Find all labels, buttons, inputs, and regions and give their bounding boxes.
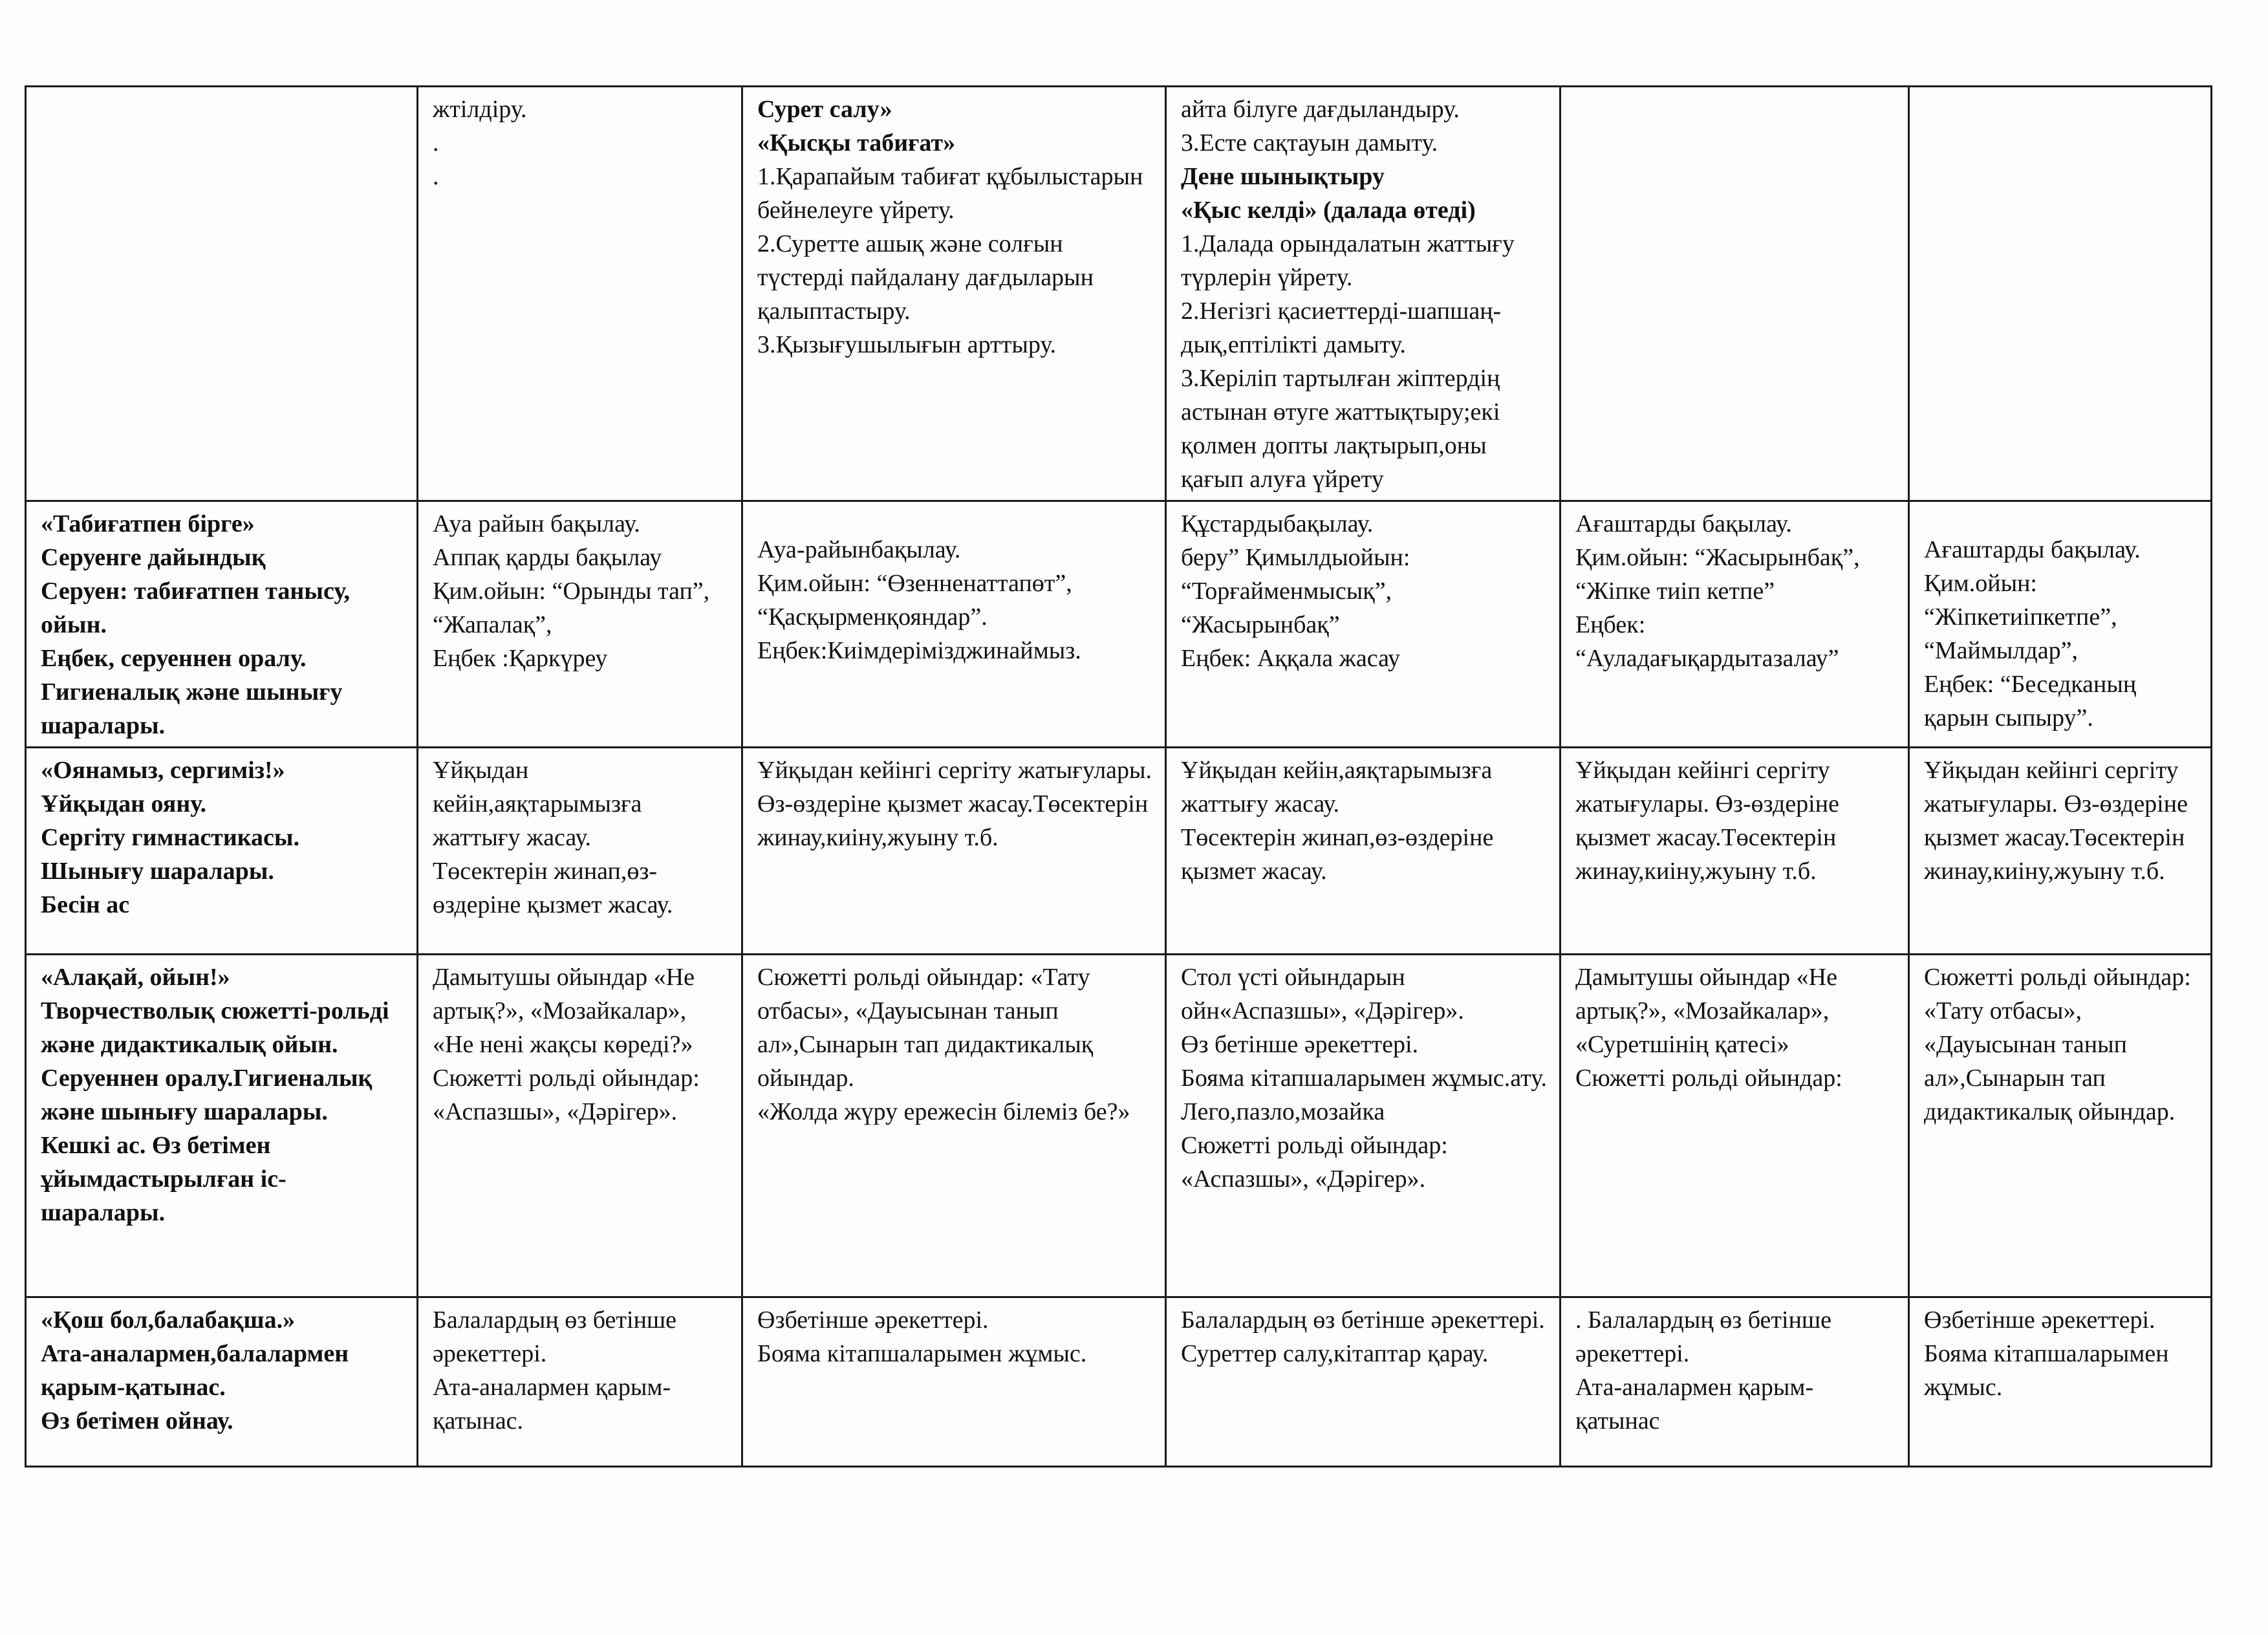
section-line: «Оянамыз, сергиміз!» xyxy=(41,757,285,784)
cell-line: Ұйқыдан кейінгі сергіту жатығулары. Өз-өздеріне қызмет жасау.Төсектерін жинау,киіну,жуыну т.б. xyxy=(1575,757,1839,885)
cell-line: Суреттер салу,кітаптар қарау. xyxy=(1181,1340,1489,1367)
section-line: Еңбек, серуеннен оралу. xyxy=(41,645,307,672)
cell-line: Сюжетті рольді ойындар: xyxy=(1575,1065,1842,1092)
section-line: Серуеннен оралу.Гигиеналық және шынығу шаралары. xyxy=(41,1065,373,1125)
cell-line: Стол үсті ойындарын ойн«Аспазшы», «Дәрігер». xyxy=(1181,964,1464,1024)
section-line: Бесін ас xyxy=(41,891,130,918)
cell-line: Еңбек: “Ауладағықардытазалау” xyxy=(1575,611,1839,672)
table-row xyxy=(26,748,2212,955)
cell-line: Ұйқыдан кейінгі сергіту жатығулары. Өз-өздеріне қызмет жасау.Төсектерін жинау,киіну,жуыну т.б. xyxy=(757,757,1152,851)
cell-line: Сюжетті рольді ойындар: «Тату отбасы», «Дауысынан танып ал»,Сынарын тап дидактикалық ойындар. xyxy=(757,964,1094,1092)
section-line: Кешкі ас. Өз бетімен ұйымдастырылған іс-шаралары. xyxy=(41,1132,286,1226)
cell-line: 3.Керіліп тартылған жіптердің астынан өтуге жаттықтыру;екі қолмен допты лақтырып,оны қағып алуға үйрету xyxy=(1181,365,1500,493)
schedule-cell xyxy=(418,748,742,955)
schedule-cell xyxy=(742,501,1166,748)
activity-topic: «Қысқы табиғат» xyxy=(757,129,956,157)
cell-line: Ауа-райынбақылау. xyxy=(757,536,961,563)
table-row xyxy=(26,501,2212,748)
cell-line: Ұйқыдан кейінгі сергіту жатығулары. Өз-өздеріне қызмет жасау.Төсектерін жинау,киіну,жуыну т.б. xyxy=(1924,757,2188,885)
section-cell xyxy=(26,501,418,748)
cell-line: Төсектерін жинап,өз-өздеріне қызмет жасау. xyxy=(433,858,673,918)
schedule-cell xyxy=(418,87,742,501)
section-line: «Қош бол,балабақша.» xyxy=(41,1306,296,1334)
cell-line: 3.Есте сақтауын дамыту. xyxy=(1181,129,1438,157)
cell-line: Еңбек :Қаркүреу xyxy=(433,645,608,672)
cell-line: Дамытушы ойындар «Не артық?», «Мозайкалар», «Суретшінің қатесі» xyxy=(1575,964,1837,1058)
schedule-cell xyxy=(742,1297,1166,1467)
schedule-cell xyxy=(742,955,1166,1297)
cell-line: Сюжетті рольді ойындар: «Аспазшы», «Дәрігер». xyxy=(1181,1132,1448,1193)
schedule-cell xyxy=(1909,87,2212,501)
schedule-cell xyxy=(1561,1297,1909,1467)
table-row xyxy=(26,1297,2212,1467)
section-line: Творчестволық сюжетті-рольді және дидактикалық ойын. xyxy=(41,997,389,1058)
cell-line: айта білуге дағдыландыру. xyxy=(1181,96,1460,123)
schedule-cell xyxy=(1166,87,1561,501)
cell-line: Ұйқыдан кейін,аяқтарымызға жаттығу жасау. xyxy=(433,757,642,851)
cell-line: Бояма кітапшаларымен жұмыс. xyxy=(757,1340,1087,1367)
section-line: Өз бетімен ойнау. xyxy=(41,1407,233,1435)
cell-line: 1.Далада орындалатын жаттығу түрлерін үйрету. xyxy=(1181,230,1515,291)
section-cell xyxy=(26,87,418,501)
cell-line: Дамытушы ойындар «Не артық?», «Мозайкалар», «Не нені жақсы көреді?» xyxy=(433,964,695,1058)
schedule-cell xyxy=(1166,955,1561,1297)
cell-line: . xyxy=(433,163,439,190)
schedule-cell xyxy=(418,955,742,1297)
cell-line: 1.Қарапайым табиғат құбылыстарын бейнелеуге үйрету. xyxy=(757,163,1143,224)
activity-title: Сурет салу» xyxy=(757,96,892,123)
cell-line: Лего,пазло,мозайка xyxy=(1181,1098,1385,1125)
section-line: Сергіту гимнастикасы. xyxy=(41,824,300,851)
cell-line: Өзбетінше әрекеттері. xyxy=(757,1306,989,1334)
cell-line: 3.Қызығушылығын арттыру. xyxy=(757,331,1057,358)
section-line: Шынығу шаралары. xyxy=(41,858,274,885)
cell-line: Бояма кітапшаларымен жұмыс.ату. xyxy=(1181,1065,1547,1092)
activity-topic: «Қыс келді» (далада өтеді) xyxy=(1181,197,1476,224)
schedule-cell xyxy=(1909,1297,2212,1467)
cell-line: 2.Суретте ашық және солғын түстерді пайдалану дағдыларын қалыптастыру. xyxy=(757,230,1094,325)
section-line: Ата-аналармен,балалармен қарым-қатынас. xyxy=(41,1340,349,1401)
cell-line: 2.Негізгі қасиеттерді-шапшаң-дық,ептілікті дамыту. xyxy=(1181,298,1502,358)
section-line: Ұйқыдан ояну. xyxy=(41,790,206,817)
schedule-cell xyxy=(1909,955,2212,1297)
activity-title: Дене шынықтыру xyxy=(1181,163,1385,190)
cell-line: Сюжетті рольді ойындар: «Тату отбасы», «Дауысынан танып ал»,Сынарын тап дидактикалық ойындар. xyxy=(1924,964,2191,1125)
cell-line: Ата-аналармен қарым-қатынас. xyxy=(433,1374,671,1435)
schedule-cell xyxy=(1561,748,1909,955)
cell-line: Еңбек: Аққала жасау xyxy=(1181,645,1401,672)
cell-line: Еңбек: “Беседканың қарын сыпыру”. xyxy=(1924,671,2137,731)
cell-line: жтілдіру. xyxy=(433,96,527,123)
cell-line: Өзбетінше әрекеттері. xyxy=(1924,1306,2155,1334)
section-cell xyxy=(26,1297,418,1467)
cell-line: Қим.ойын: “Жіпкетиіпкетпе”, “Маймылдар”, xyxy=(1924,570,2117,664)
section-line: «Алақай, ойын!» xyxy=(41,964,230,991)
table-row xyxy=(26,955,2212,1297)
section-line: Серуен: табиғатпен танысу, ойын. xyxy=(41,578,351,638)
cell-line: Қим.ойын: “Орынды тап”, “Жапалақ”, xyxy=(433,578,710,638)
table-row xyxy=(26,87,2212,501)
schedule-cell xyxy=(1909,748,2212,955)
cell-line: Құстардыбақылау. xyxy=(1181,510,1374,537)
cell-line: Қим.ойын: “Жасырынбақ”, “Жіпке тиіп кетпе” xyxy=(1575,544,1860,605)
cell-line: Өз бетінше әрекеттері. xyxy=(1181,1031,1419,1058)
schedule-cell xyxy=(418,501,742,748)
schedule-cell xyxy=(1561,501,1909,748)
cell-line: «Жолда жүру ережесін білеміз бе?» xyxy=(757,1098,1130,1125)
schedule-cell xyxy=(418,1297,742,1467)
cell-line: Еңбек:Киімдерімізджинаймыз. xyxy=(757,637,1081,664)
section-cell xyxy=(26,955,418,1297)
cell-line: Балалардың өз бетінше әрекеттері. xyxy=(433,1306,677,1367)
cell-line: Сюжетті рольді ойындар: «Аспазшы», «Дәрігер». xyxy=(433,1065,700,1125)
cell-line: . xyxy=(433,129,439,157)
schedule-cell xyxy=(742,87,1166,501)
cell-line: Аппақ қарды бақылау xyxy=(433,544,662,571)
section-cell xyxy=(26,748,418,955)
schedule-cell xyxy=(1166,748,1561,955)
section-line: Гигиеналық және шынығу шаралары. xyxy=(41,678,343,739)
cell-line: Ауа райын бақылау. xyxy=(433,510,640,537)
cell-line: Ата-аналармен қарым-қатынас xyxy=(1575,1374,1814,1435)
cell-line: . Балалардың өз бетінше әрекеттері. xyxy=(1575,1306,1832,1367)
cell-line: беру” Қимылдыойын: “Торғайменмысық”, “Жасырынбақ” xyxy=(1181,544,1410,638)
section-line: Серуенге дайындық xyxy=(41,544,266,571)
schedule-cell xyxy=(1166,1297,1561,1467)
daily-schedule-table xyxy=(25,85,2212,1467)
section-line: «Табиғатпен бірге» xyxy=(41,510,255,537)
schedule-cell xyxy=(1561,87,1909,501)
cell-line: Бояма кітапшаларымен жұмыс. xyxy=(1924,1340,2169,1401)
schedule-cell xyxy=(1561,955,1909,1297)
cell-line: Ұйқыдан кейін,аяқтарымызға жаттығу жасау. xyxy=(1181,757,1493,817)
schedule-cell xyxy=(1166,501,1561,748)
cell-line: Ағаштарды бақылау. xyxy=(1924,536,2141,563)
schedule-cell xyxy=(742,748,1166,955)
cell-line: Ағаштарды бақылау. xyxy=(1575,510,1792,537)
schedule-cell xyxy=(1909,501,2212,748)
cell-line: Балалардың өз бетінше әрекеттері. xyxy=(1181,1306,1545,1334)
cell-line: Қим.ойын: “Өзенненаттапөт”, “Қасқырменқояндар”. xyxy=(757,570,1072,631)
cell-line: Төсектерін жинап,өз-өздеріне қызмет жасау. xyxy=(1181,824,1494,885)
